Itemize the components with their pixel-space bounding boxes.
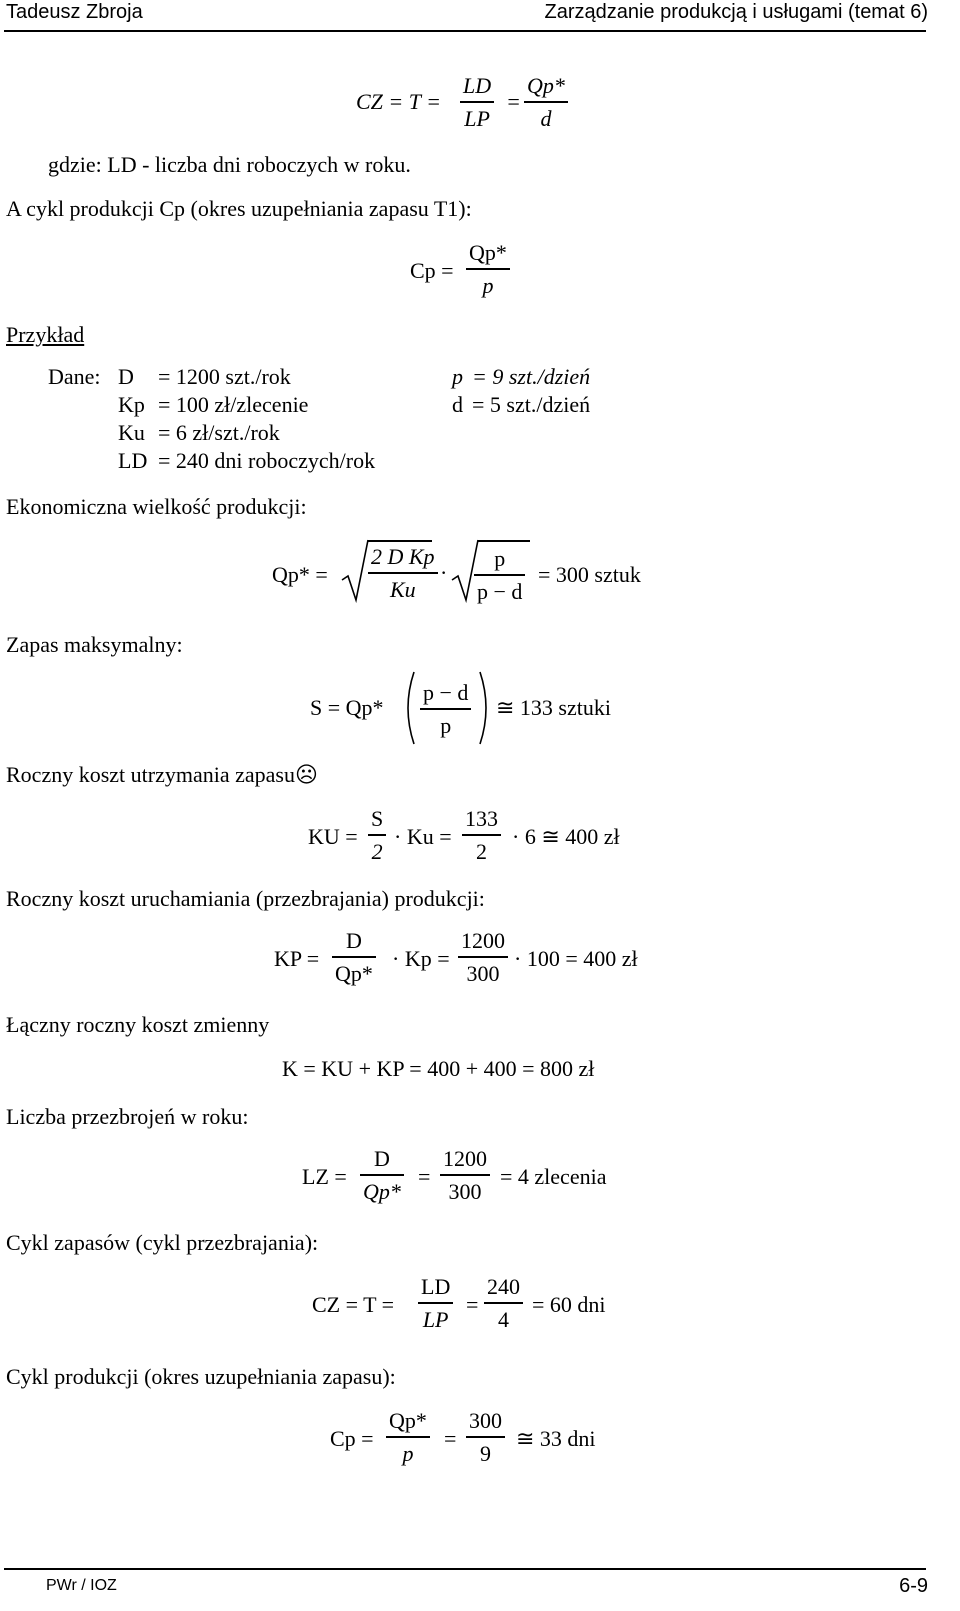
section-ku: Roczny koszt utrzymania zapasu☹ — [6, 762, 318, 787]
eq-cp-top-den: p — [482, 272, 494, 298]
fraction-bar — [420, 708, 471, 710]
eq-cz-den2: 4 — [498, 1306, 509, 1332]
given-val-ku: = 6 zł/szt./rok — [158, 420, 280, 445]
eq-cp-top-lhs: Cp = — [410, 258, 454, 283]
eq-eoq-frac1 — [368, 546, 438, 601]
eq-ku-num2: 133 — [465, 806, 498, 831]
eq-cz-top-frac2 — [524, 75, 568, 130]
eq-lz-rhs: = 4 zlecenia — [500, 1164, 607, 1189]
eq-cz-top-lhs: CZ = T = — [356, 89, 441, 114]
eq-cp-num1: Qp* — [389, 1408, 427, 1433]
eq-s-num: p − d — [423, 680, 469, 705]
given-val-d: = 1200 szt./rok — [158, 364, 291, 389]
eq-kp-num1: D — [346, 928, 362, 953]
eq-cp-top-num: Qp* — [469, 240, 507, 265]
eq-s-den: p — [440, 712, 452, 738]
section-eoq: Ekonomiczna wielkość produkcji: — [6, 494, 307, 519]
eq-ku-lhs: KU = — [308, 824, 358, 849]
eq-lz-num1: D — [374, 1146, 390, 1171]
eq-kp-lhs: KP = — [274, 946, 320, 971]
eq-ku-num1: S — [371, 806, 384, 831]
fraction-bar — [466, 1436, 505, 1438]
eq-eoq-frac2 — [474, 548, 525, 603]
eq-kp-num2: 1200 — [461, 928, 505, 953]
eq-kp-den2: 300 — [466, 960, 500, 986]
fraction-bar — [368, 572, 438, 574]
eq-kp-rhs: · 100 = 400 zł — [514, 946, 638, 971]
sqrt-sign — [342, 540, 370, 602]
eq-cz-den1: LP — [422, 1306, 449, 1332]
eq-lz-num2: 1200 — [443, 1146, 487, 1171]
eq-cp-top-frac — [466, 242, 510, 297]
eq-lz-frac1 — [360, 1148, 404, 1203]
footer-page-number: 6-9 — [899, 1575, 928, 1597]
eq-kp-frac2 — [458, 930, 508, 985]
fraction-bar — [458, 956, 508, 958]
fraction-bar — [460, 101, 494, 103]
given-sym-dd: d — [452, 392, 463, 417]
eq-cz-lhs: CZ = T = — [312, 1292, 395, 1317]
text-gdzie: gdzie: LD - liczba dni roboczych w roku. — [48, 152, 411, 177]
eq-cz-top-den1: LP — [464, 105, 490, 131]
given-val-dd: = 5 szt./dzień — [472, 392, 591, 417]
sqrt-overline — [368, 540, 432, 542]
footer-rule — [4, 1568, 926, 1570]
fraction-bar — [418, 1302, 453, 1304]
section-cz: Cykl zapasów (cykl przezbrajania): — [6, 1230, 319, 1255]
eq-eoq-den1: Ku — [389, 576, 416, 602]
right-paren — [478, 670, 492, 746]
given-label: Dane: — [48, 364, 101, 389]
eq-s-rhs: ≅ 133 sztuki — [496, 695, 611, 720]
fraction-bar — [360, 1174, 404, 1176]
eq-kp-frac1 — [332, 930, 376, 985]
fraction-bar — [466, 268, 510, 270]
given-sym-ku: Ku — [118, 420, 145, 445]
eq-cz-top-num1: LD — [463, 73, 492, 98]
eq-ku-frac2 — [462, 808, 501, 863]
header-title: Zarządzanie produkcją i usługami (temat 6) — [544, 1, 928, 23]
eq-cz-top-num2: Qp* — [527, 73, 565, 98]
given-val-ld: = 240 dni roboczych/rok — [158, 448, 376, 473]
eq-lz-frac2 — [440, 1148, 490, 1203]
section-cp: Cykl produkcji (okres uzupełniania zapasu): — [6, 1364, 396, 1389]
given-sym-kp: Kp — [118, 392, 145, 417]
eq-cz-top-eq: = — [506, 89, 521, 114]
header-rule — [4, 30, 926, 32]
eq-eoq-dot: · — [440, 560, 448, 585]
given-sym-ld: LD — [118, 448, 148, 473]
eq-cp-den1: p — [402, 1440, 414, 1466]
fraction-bar — [440, 1174, 490, 1176]
eq-cz-num2: 240 — [487, 1274, 520, 1299]
fraction-bar — [462, 834, 501, 836]
eq-lz-den2: 300 — [448, 1178, 482, 1204]
eq-ku-frac1 — [368, 808, 386, 863]
eq-cp-frac1 — [386, 1410, 430, 1465]
section-smax: Zapas maksymalny: — [6, 632, 183, 657]
section-lz: Liczba przezbrojeń w roku: — [6, 1104, 249, 1129]
given-sym-p: p — [452, 364, 463, 389]
header-author: Tadeusz Zbroja — [6, 1, 143, 23]
given-sym-d: D — [118, 364, 134, 389]
eq-lz-lhs: LZ = — [302, 1164, 347, 1189]
eq-ku-den1: 2 — [371, 838, 383, 864]
footer-left: PWr / IOZ — [46, 1577, 117, 1594]
eq-cz-num1: LD — [421, 1274, 451, 1299]
eq-cp-den2: 9 — [480, 1440, 491, 1466]
left-paren — [402, 670, 416, 746]
eq-cz-eq: = — [466, 1292, 479, 1317]
eq-eoq-lhs: Qp* = — [272, 562, 328, 587]
fraction-bar — [332, 956, 376, 958]
eq-eoq-rhs: = 300 sztuk — [538, 562, 641, 587]
fraction-bar — [484, 1302, 523, 1304]
eq-eoq-num1: 2 D Kp — [371, 544, 435, 569]
eq-cz-top-frac1 — [460, 75, 494, 130]
eq-ku-rhs: · 6 ≅ 400 zł — [512, 824, 620, 849]
eq-cp-lhs: Cp = — [330, 1426, 374, 1451]
eq-cz-frac2 — [484, 1276, 523, 1331]
eq-cp-num2: 300 — [469, 1408, 502, 1433]
eq-cz-rhs: = 60 dni — [532, 1292, 606, 1317]
fraction-bar — [524, 101, 568, 103]
eq-ku-den2: 2 — [476, 838, 487, 864]
text-cycle: A cykl produkcji Cp (okres uzupełniania zapasu T1): — [6, 196, 472, 221]
eq-cp-rhs: ≅ 33 dni — [516, 1426, 596, 1451]
eq-cp-frac2 — [466, 1410, 505, 1465]
eq-lz-den1: Qp* — [363, 1178, 401, 1204]
eq-s-lhs: S = Qp* — [310, 695, 384, 720]
given-val-kp: = 100 zł/zlecenie — [158, 392, 309, 417]
fraction-bar — [474, 574, 525, 576]
eq-eoq-num2: p — [494, 546, 506, 571]
eq-eoq-den2: p − d — [477, 578, 523, 604]
section-kp: Roczny koszt uruchamiania (przezbrajania) produkcji: — [6, 886, 485, 911]
eq-ku-mid: · Ku = — [394, 824, 452, 849]
fraction-bar — [386, 1436, 430, 1438]
eq-s-frac — [420, 682, 471, 737]
eq-lz-eq: = — [418, 1164, 431, 1189]
fraction-bar — [368, 834, 386, 836]
given-val-p: = 9 szt./dzień — [472, 364, 591, 389]
eq-cz-frac1 — [418, 1276, 453, 1331]
eq-cp-eq: = — [444, 1426, 457, 1451]
eq-kp-mid: · Kp = — [392, 946, 450, 971]
eq-k: K = KU + KP = 400 + 400 = 800 zł — [282, 1056, 595, 1081]
sqrt-overline — [478, 540, 530, 542]
eq-cz-top-den2: d — [540, 105, 552, 131]
example-heading: Przykład — [6, 322, 85, 347]
eq-kp-den1: Qp* — [335, 960, 373, 986]
section-k: Łączny roczny koszt zmienny — [6, 1012, 270, 1037]
